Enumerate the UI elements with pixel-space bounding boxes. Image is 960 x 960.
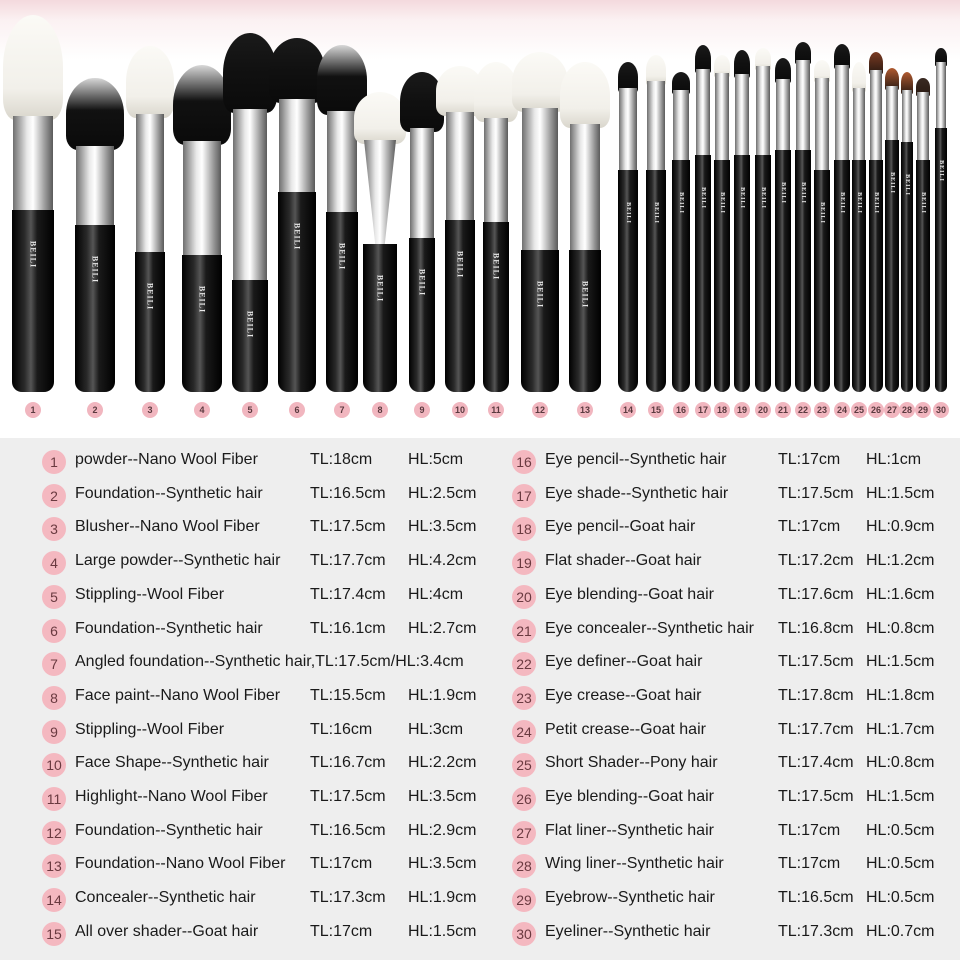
- total-length: TL:17.3cm: [778, 922, 854, 940]
- spec-number-badge: 13: [42, 854, 66, 878]
- hair-length: HL:1.5cm: [866, 484, 935, 502]
- brush-number-badge: 11: [488, 402, 504, 418]
- spec-number-badge: 20: [512, 585, 536, 609]
- brush-bristle: [560, 62, 610, 128]
- total-length: TL:17.5cm: [310, 518, 386, 536]
- spec-number-badge: 17: [512, 484, 536, 508]
- hair-length: HL:0.9cm: [866, 518, 935, 536]
- brush-ferrule: [696, 69, 710, 155]
- spec-row: [512, 484, 952, 508]
- brush-number-badge: 23: [814, 402, 830, 418]
- brand-logo: BEILI: [780, 182, 786, 204]
- brand-logo: BEILI: [337, 242, 347, 271]
- brand-logo: BEILI: [873, 192, 879, 214]
- spec-number-badge: 22: [512, 652, 536, 676]
- hair-length: HL:0.5cm: [866, 889, 935, 907]
- spec-row: [42, 619, 512, 643]
- spec-table: [0, 438, 960, 960]
- spec-number-badge: 30: [512, 922, 536, 946]
- brush-17: [693, 45, 713, 392]
- spec-row: [512, 619, 952, 643]
- hair-length: HL:1.5cm: [866, 653, 935, 671]
- hair-length: HL:3cm: [408, 720, 464, 738]
- brush-ferrule: [936, 62, 946, 128]
- brush-ferrule: [902, 90, 912, 142]
- brush-name: Eyebrow--Synthetic hair: [545, 889, 715, 907]
- brush-14: [616, 62, 640, 392]
- total-length: TL:16.5cm: [310, 821, 386, 839]
- brand-logo: BEILI: [760, 187, 766, 209]
- spec-number-badge: 29: [512, 888, 536, 912]
- spec-number-badge: 1: [42, 450, 66, 474]
- spec-number-badge: 21: [512, 619, 536, 643]
- brand-logo: BEILI: [839, 192, 845, 214]
- brush-ferrule: [570, 124, 600, 250]
- spec-row: [512, 821, 952, 845]
- brush-23: [812, 60, 832, 392]
- brush-name: Eye blending--Goat hair: [545, 788, 714, 805]
- spec-row: [512, 854, 952, 878]
- total-length: TL:17.8cm: [778, 686, 854, 704]
- spec-row: [42, 821, 512, 845]
- brush-number-badge: 7: [334, 402, 350, 418]
- spec-number-badge: 27: [512, 821, 536, 845]
- brand-logo: BEILI: [580, 280, 590, 309]
- hair-length: HL:1.7cm: [866, 720, 935, 738]
- total-length: TL:17cm: [310, 855, 373, 873]
- brush-name: Flat liner--Synthetic hair: [545, 821, 714, 839]
- brush-18: [712, 55, 732, 392]
- brush-2: [66, 78, 124, 392]
- brush-number-badge: 9: [414, 402, 430, 418]
- brand-logo: BEILI: [938, 160, 944, 182]
- brush-number-badge: 16: [673, 402, 689, 418]
- brand-logo: BEILI: [625, 202, 631, 224]
- spec-number-badge: 7: [42, 652, 66, 676]
- brush-22: [793, 42, 813, 392]
- hair-length: HL:4cm: [408, 585, 464, 603]
- brush-number-badge: 27: [884, 402, 900, 418]
- spec-number-badge: 3: [42, 517, 66, 541]
- total-length: TL:17.5cm: [310, 788, 386, 805]
- brush-30: [933, 48, 949, 392]
- brush-ferrule: [446, 112, 474, 220]
- total-length: TL:17.6cm: [778, 585, 854, 603]
- brush-handle: [483, 222, 509, 392]
- spec-row: [42, 787, 512, 811]
- brush-handle: [445, 220, 475, 392]
- brush-handle: [363, 244, 397, 392]
- brush-ferrule: [853, 88, 865, 160]
- brush-number-badge: 22: [795, 402, 811, 418]
- spec-number-badge: 10: [42, 753, 66, 777]
- brush-bristle: [66, 78, 124, 150]
- brush-ferrule: [870, 70, 882, 160]
- brush-29: [914, 78, 932, 392]
- brand-logo: BEILI: [491, 252, 501, 281]
- brush-name: Stippling--Wool Fiber: [75, 720, 225, 738]
- spec-number-badge: 16: [512, 450, 536, 474]
- brush-ferrule: [886, 86, 898, 140]
- brush-handle: [135, 252, 165, 392]
- hair-length: HL:1.8cm: [866, 686, 935, 704]
- brush-name: Foundation--Synthetic hair: [75, 619, 263, 637]
- brush-ferrule: [796, 60, 810, 150]
- total-length: TL:18cm: [310, 451, 373, 468]
- hair-length: HL:4.2cm: [408, 552, 477, 570]
- hair-length: HL:3.5cm: [408, 788, 477, 805]
- brush-28: [899, 72, 915, 392]
- hair-length: HL:0.5cm: [866, 821, 935, 839]
- spec-row: [42, 888, 512, 912]
- hair-length: HL:2.2cm: [408, 754, 477, 772]
- brush-name: Eye pencil--Goat hair: [545, 518, 696, 536]
- hair-length: HL:2.7cm: [408, 619, 477, 637]
- brush-ferrule: [364, 140, 396, 244]
- spec-row: [42, 551, 512, 575]
- spec-number-badge: 8: [42, 686, 66, 710]
- total-length: TL:16.1cm: [310, 619, 386, 637]
- hair-length: HL:1.9cm: [408, 686, 477, 704]
- spec-number-badge: 19: [512, 551, 536, 575]
- spec-number-badge: 24: [512, 720, 536, 744]
- spec-row: [512, 753, 952, 777]
- brush-handle: [409, 238, 435, 392]
- brush-number-badge: 21: [775, 402, 791, 418]
- brand-logo: BEILI: [417, 268, 427, 297]
- brush-name: Face Shape--Synthetic hair: [75, 754, 269, 772]
- hair-length: HL:1.6cm: [866, 585, 935, 603]
- hair-length: HL:0.7cm: [866, 922, 935, 940]
- brush-name: powder--Nano Wool Fiber: [75, 451, 258, 468]
- brush-number-badge: 30: [933, 402, 949, 418]
- brand-logo: BEILI: [700, 187, 706, 209]
- spec-row: [42, 720, 512, 744]
- hair-length: HL:2.5cm: [408, 484, 477, 502]
- brand-logo: BEILI: [653, 202, 659, 224]
- spec-number-badge: 4: [42, 551, 66, 575]
- total-length: TL:17.2cm: [778, 552, 854, 570]
- brush-ferrule: [327, 111, 357, 212]
- spec-number-badge: 14: [42, 888, 66, 912]
- total-length: TL:16.7cm: [310, 754, 386, 772]
- total-length: TL:17.5cm: [778, 788, 854, 805]
- brush-21: [773, 58, 793, 392]
- spec-row: [42, 753, 512, 777]
- brand-logo: BEILI: [197, 285, 207, 314]
- total-length: TL:17cm: [310, 922, 373, 940]
- brush-number-badge: 6: [289, 402, 305, 418]
- brand-logo: BEILI: [739, 187, 745, 209]
- brush-number-badge: 12: [532, 402, 548, 418]
- brush-ferrule: [776, 79, 790, 150]
- brand-logo: BEILI: [245, 310, 255, 339]
- brand-logo: BEILI: [819, 202, 825, 224]
- hair-length: HL:0.8cm: [866, 754, 935, 772]
- spec-number-badge: 15: [42, 922, 66, 946]
- total-length: TL:17cm: [778, 821, 841, 839]
- brush-number-badge: 29: [915, 402, 931, 418]
- spec-number-badge: 23: [512, 686, 536, 710]
- brush-set-photo: [0, 0, 960, 428]
- brush-number-badge: 28: [899, 402, 915, 418]
- brush-number-badge: 14: [620, 402, 636, 418]
- spec-row: [512, 922, 952, 946]
- spec-row: [42, 652, 512, 676]
- brush-ferrule: [410, 128, 434, 238]
- brush-number-badge: 2: [87, 402, 103, 418]
- brush-number-badge: 5: [242, 402, 258, 418]
- brand-logo: BEILI: [28, 240, 38, 269]
- spec-row: [512, 517, 952, 541]
- brush-handle: [12, 210, 54, 392]
- spec-number-badge: 5: [42, 585, 66, 609]
- brush-ferrule: [233, 109, 267, 280]
- spec-number-badge: 6: [42, 619, 66, 643]
- hair-length: HL:1.2cm: [866, 552, 935, 570]
- spec-row: [512, 450, 952, 474]
- spec-row: [42, 585, 512, 609]
- spec-number-badge: 9: [42, 720, 66, 744]
- spec-row: [512, 585, 952, 609]
- brush-8: [354, 92, 406, 392]
- spec-row: [512, 551, 952, 575]
- brush-number-badge: 4: [194, 402, 210, 418]
- brush-name: Face paint--Nano Wool Fiber: [75, 686, 281, 704]
- brush-name: Eye crease--Goat hair: [545, 686, 702, 704]
- spec-row: [42, 922, 512, 946]
- brush-name: Wing liner--Synthetic hair: [545, 855, 724, 873]
- brush-bristle: [126, 46, 174, 118]
- brush-ferrule: [136, 114, 164, 252]
- hair-length: HL:1.5cm: [866, 788, 935, 805]
- brush-number-badge: 3: [142, 402, 158, 418]
- brush-name: Foundation--Synthetic hair: [75, 484, 263, 502]
- brush-ferrule: [484, 118, 508, 222]
- brush-number-badge: 13: [577, 402, 593, 418]
- brush-ferrule: [647, 81, 665, 170]
- spec-row: [512, 652, 952, 676]
- spec-row: [512, 720, 952, 744]
- brush-name: Eye concealer--Synthetic hair: [545, 619, 754, 637]
- brush-ferrule: [756, 66, 770, 155]
- brush-number-badge: 1: [25, 402, 41, 418]
- total-length: TL:16.5cm: [778, 889, 854, 907]
- spec-row: [42, 484, 512, 508]
- brush-bristle: [3, 15, 63, 120]
- brush-ferrule: [619, 88, 637, 170]
- brush-ferrule: [715, 73, 729, 160]
- brush-name: Eyeliner--Synthetic hair: [545, 922, 711, 940]
- brush-name: Large powder--Synthetic hair: [75, 552, 281, 570]
- total-length: TL:17.4cm: [778, 754, 854, 772]
- brush-bristle: [354, 92, 406, 144]
- hair-length: HL:3.5cm: [408, 518, 477, 536]
- brush-16: [670, 72, 692, 392]
- total-length: TL:17cm: [778, 451, 841, 468]
- brush-ferrule: [76, 146, 114, 225]
- hair-length: HL:1.9cm: [408, 889, 477, 907]
- spec-number-badge: 26: [512, 787, 536, 811]
- brush-number-badge: 17: [695, 402, 711, 418]
- brush-name: Angled foundation--Synthetic hair,TL:17.5cm/HL:3.4cm: [75, 653, 464, 671]
- total-length: TL:17cm: [778, 855, 841, 873]
- total-length: TL:17.7cm: [310, 552, 386, 570]
- total-length: TL:16.5cm: [310, 484, 386, 502]
- brush-name: Foundation--Synthetic hair: [75, 821, 263, 839]
- brand-logo: BEILI: [292, 222, 302, 251]
- brush-20: [753, 48, 773, 392]
- brand-logo: BEILI: [920, 192, 926, 214]
- spec-number-badge: 28: [512, 854, 536, 878]
- brush-name: Stippling--Wool Fiber: [75, 585, 225, 603]
- brush-ferrule: [735, 74, 749, 155]
- hair-length: HL:5cm: [408, 451, 464, 468]
- brush-number-badge: 19: [734, 402, 750, 418]
- spec-row: [42, 517, 512, 541]
- brush-13: [560, 62, 610, 392]
- spec-row: [512, 888, 952, 912]
- brush-name: Concealer--Synthetic hair: [75, 889, 256, 907]
- total-length: TL:17.4cm: [310, 585, 386, 603]
- total-length: TL:17.3cm: [310, 889, 386, 907]
- spec-row: [42, 686, 512, 710]
- brand-logo: BEILI: [455, 250, 465, 279]
- brand-logo: BEILI: [145, 282, 155, 311]
- brush-ferrule: [917, 92, 929, 160]
- total-length: TL:17.5cm: [778, 653, 854, 671]
- brush-handle: [182, 255, 222, 392]
- brush-handle: [569, 250, 601, 392]
- brush-number-badge: 24: [834, 402, 850, 418]
- brush-ferrule: [835, 65, 849, 160]
- brush-19: [732, 50, 752, 392]
- hair-length: HL:3.5cm: [408, 855, 477, 873]
- brush-name: Foundation--Nano Wool Fiber: [75, 855, 286, 873]
- brush-number-badge: 26: [868, 402, 884, 418]
- brand-logo: BEILI: [904, 174, 910, 196]
- brush-ferrule: [673, 90, 689, 160]
- brush-1: [3, 15, 63, 392]
- brush-number-badge: 8: [372, 402, 388, 418]
- brand-logo: BEILI: [678, 192, 684, 214]
- spec-number-badge: 11: [42, 787, 66, 811]
- hair-length: HL:1cm: [866, 451, 922, 468]
- hair-length: HL:0.5cm: [866, 855, 935, 873]
- brush-ferrule: [279, 99, 315, 192]
- brush-number-badge: 10: [452, 402, 468, 418]
- brush-ferrule: [815, 78, 829, 170]
- brush-name: Eye pencil--Synthetic hair: [545, 451, 727, 468]
- brand-logo: BEILI: [800, 182, 806, 204]
- brush-number-badge: 15: [648, 402, 664, 418]
- brush-name: Blusher--Nano Wool Fiber: [75, 518, 260, 536]
- total-length: TL:17cm: [778, 518, 841, 536]
- brush-ferrule: [522, 108, 558, 250]
- brush-name: Highlight--Nano Wool Fiber: [75, 788, 268, 805]
- total-length: TL:17.7cm: [778, 720, 854, 738]
- brush-handle: [521, 250, 559, 392]
- brush-handle: [75, 225, 115, 392]
- hair-length: HL:0.8cm: [866, 619, 935, 637]
- total-length: TL:16.8cm: [778, 619, 854, 637]
- brush-ferrule: [13, 116, 53, 210]
- hair-length: HL:1.5cm: [408, 922, 477, 940]
- brand-logo: BEILI: [375, 274, 385, 303]
- brush-number-badge: 18: [714, 402, 730, 418]
- brush-name: Petit crease--Goat hair: [545, 720, 706, 738]
- spec-row: [42, 450, 512, 474]
- brand-logo: BEILI: [719, 192, 725, 214]
- brush-name: Eye shade--Synthetic hair: [545, 484, 729, 502]
- hair-length: HL:2.9cm: [408, 821, 477, 839]
- brush-ferrule: [183, 141, 221, 255]
- brush-name: Flat shader--Goat hair: [545, 552, 702, 570]
- total-length: TL:15.5cm: [310, 686, 386, 704]
- spec-number-badge: 12: [42, 821, 66, 845]
- brand-logo: BEILI: [535, 280, 545, 309]
- total-length: TL:17.5cm: [778, 484, 854, 502]
- brush-15: [644, 55, 668, 392]
- brush-25: [850, 62, 868, 392]
- brush-name: All over shader--Goat hair: [75, 922, 259, 940]
- spec-row: [512, 686, 952, 710]
- spec-row: [42, 854, 512, 878]
- total-length: TL:16cm: [310, 720, 373, 738]
- brush-name: Eye blending--Goat hair: [545, 585, 714, 603]
- spec-number-badge: 18: [512, 517, 536, 541]
- brand-logo: BEILI: [889, 172, 895, 194]
- brush-3: [126, 46, 174, 392]
- spec-number-badge: 25: [512, 753, 536, 777]
- brand-logo: BEILI: [856, 192, 862, 214]
- brush-number-badge: 20: [755, 402, 771, 418]
- spec-number-badge: 2: [42, 484, 66, 508]
- spec-row: [512, 787, 952, 811]
- brush-name: Short Shader--Pony hair: [545, 754, 718, 772]
- brush-24: [832, 44, 852, 392]
- brand-logo: BEILI: [90, 255, 100, 284]
- brush-number-badge: 25: [851, 402, 867, 418]
- brush-name: Eye definer--Goat hair: [545, 653, 703, 671]
